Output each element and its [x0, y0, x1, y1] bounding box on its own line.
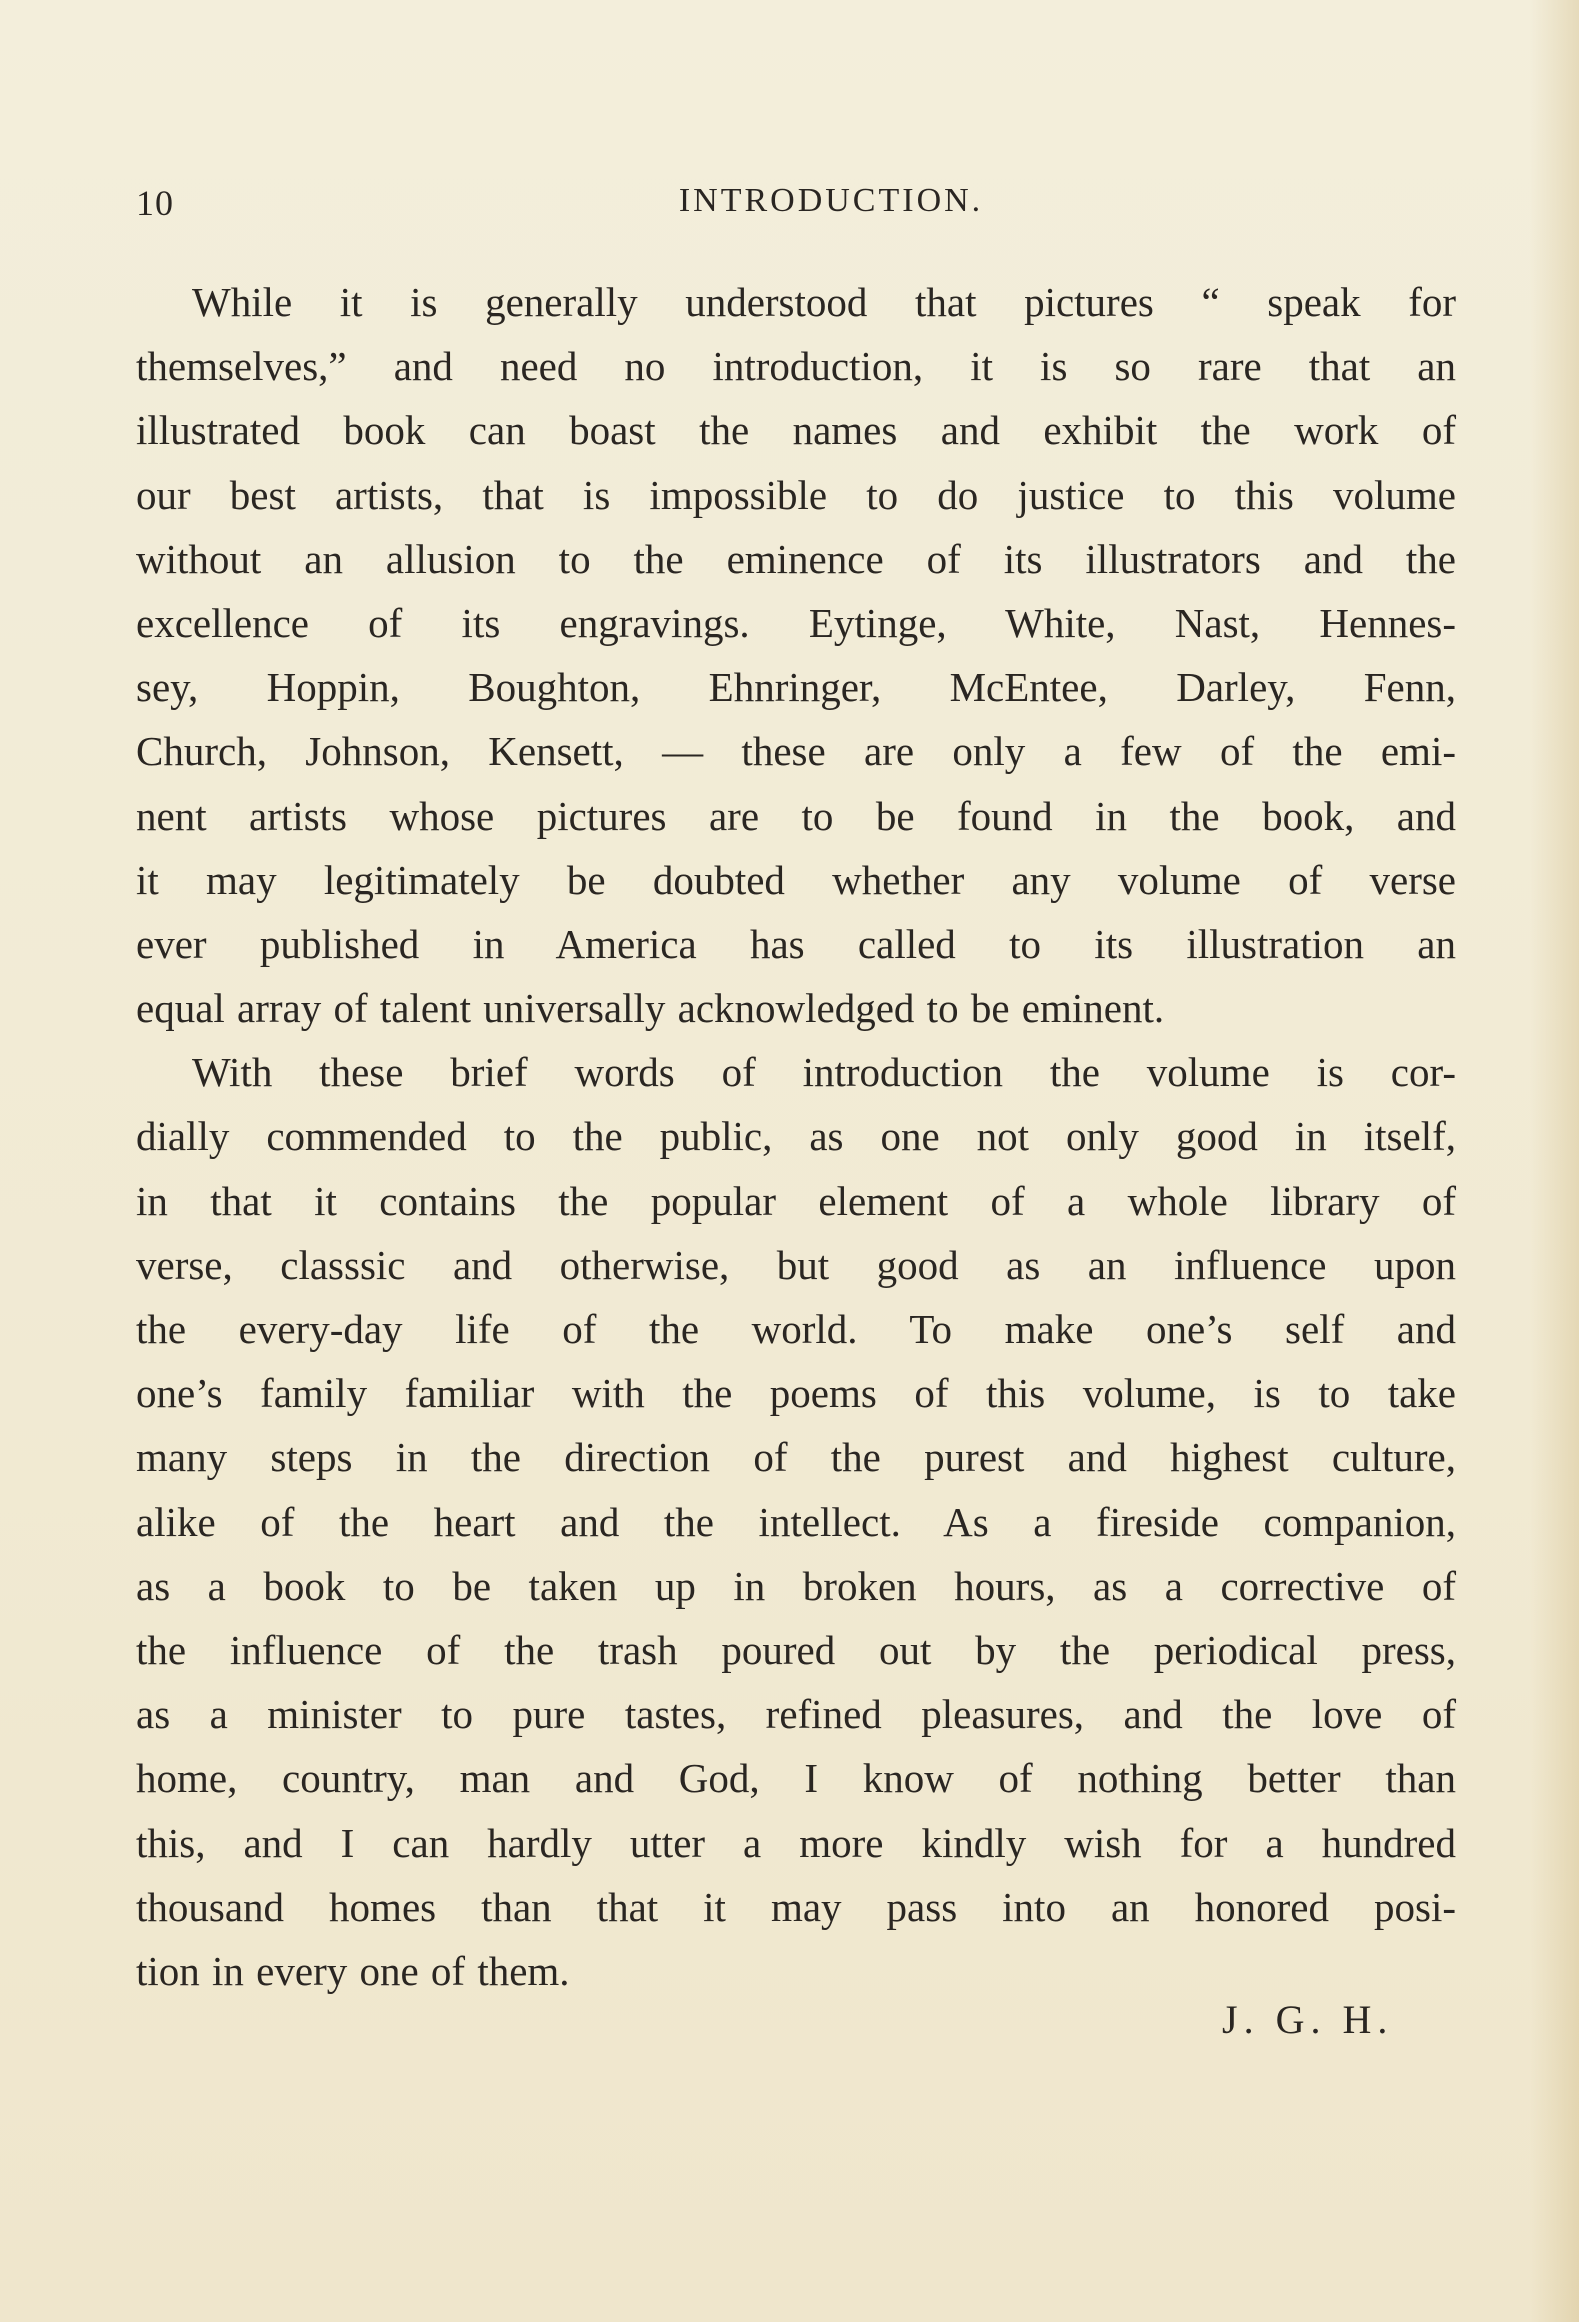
- paragraph: [136, 270, 1456, 1040]
- text-line: While it is generally understood that pictures “ speak for: [192, 279, 1456, 325]
- text-line: it may legitimately be doubted whether any volume of verse: [136, 856, 1456, 903]
- page-number: 10: [136, 183, 174, 223]
- body-text: [136, 270, 1456, 2003]
- text-line: in that it contains the popular element of a whole library of: [136, 1177, 1456, 1224]
- text-line: without an allusion to the eminence of its illustrators and the: [136, 535, 1456, 582]
- text-line: as a minister to pure tastes, refined pleasures, and the love of: [136, 1691, 1456, 1738]
- text-line: nent artists whose pictures are to be found in the book, and: [136, 792, 1456, 839]
- text-line: illustrated book can boast the names and exhibit the work of: [136, 407, 1456, 454]
- text-line: thousand homes than that it may pass into an honored posi-: [136, 1883, 1456, 1930]
- text-line: this, and I can hardly utter a more kindly wish for a hundred: [136, 1819, 1456, 1866]
- text-line: many steps in the direction of the purest and highest culture,: [136, 1434, 1456, 1481]
- text-line: dially commended to the public, as one not only good in itself,: [136, 1113, 1456, 1160]
- chapter-title: INTRODUCTION.: [678, 182, 984, 219]
- text-line: verse, classsic and otherwise, but good as an influence upon: [136, 1241, 1456, 1288]
- running-head: [136, 182, 1456, 238]
- text-line: themselves,” and need no introduction, it is so rare that an: [136, 343, 1456, 390]
- text-line: one’s family familiar with the poems of this volume, is to take: [136, 1370, 1456, 1417]
- text-line: Church, Johnson, Kensett, — these are only a few of the emi-: [136, 728, 1456, 775]
- text-line: sey, Hoppin, Boughton, Ehnringer, McEntee, Darley, Fenn,: [136, 664, 1456, 711]
- text-line: With these brief words of introduction the volume is cor-: [192, 1049, 1456, 1096]
- text-line: our best artists, that is impossible to do justice to this volume: [136, 471, 1456, 518]
- paragraph: [136, 1040, 1456, 2003]
- text-line: the every-day life of the world. To make one’s self and: [136, 1306, 1456, 1352]
- text-line: as a book to be taken up in broken hours, as a corrective of: [136, 1562, 1456, 1609]
- text-line: ever published in America has called to its illustration an: [136, 920, 1456, 967]
- text-line: the influence of the trash poured out by the periodical press,: [136, 1626, 1456, 1673]
- text-line: equal array of talent universally acknowledged to be eminent.: [136, 985, 1165, 1032]
- text-line: home, country, man and God, I know of nothing better than: [136, 1755, 1456, 1802]
- signature-initials: J. G. H.: [1222, 1997, 1394, 2042]
- text-line: excellence of its engravings. Eytinge, White, Nast, Hennes-: [136, 599, 1456, 646]
- text-line: alike of the heart and the intellect. As a fireside companion,: [136, 1498, 1456, 1545]
- text-line: tion in every one of them.: [136, 1947, 570, 1994]
